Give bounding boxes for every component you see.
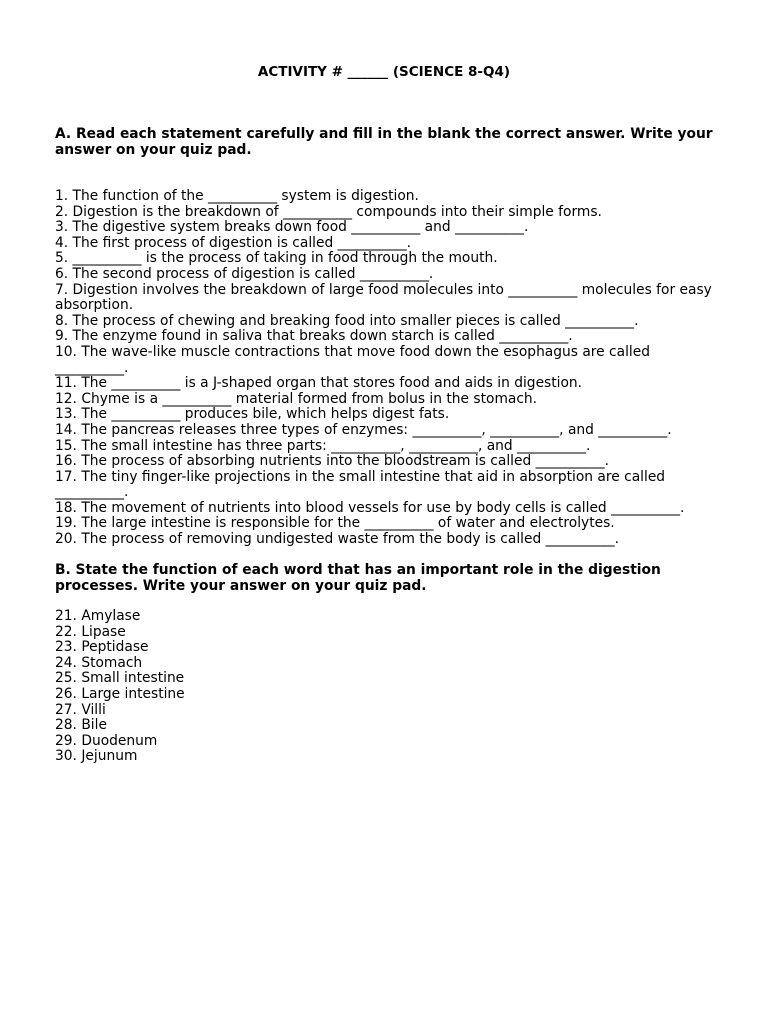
list-item: 20. The process of removing undigested waste from the body is called __________.	[55, 531, 619, 548]
list-item: 4. The first process of digestion is called __________.	[55, 234, 411, 251]
part-b-list	[55, 609, 720, 765]
list-item: 28. Bile	[55, 717, 107, 734]
list-item: 5. __________ is the process of taking in food through the mouth.	[55, 250, 498, 267]
list-item: 6. The second process of digestion is called __________.	[55, 265, 434, 282]
list-item: 19. The large intestine is responsible for the __________ of water and electrolytes.	[55, 515, 615, 532]
list-item: 17. The tiny finger-like projections in the small intestine that aid in absorption are called __________.	[55, 468, 666, 501]
list-item: 23. Peptidase	[55, 639, 149, 656]
list-item: 10. The wave-like muscle contractions that move food down the esophagus are called __________.	[55, 343, 650, 376]
list-item: 29. Duodenum	[55, 732, 158, 749]
list-item: 7. Digestion involves the breakdown of large food molecules into __________ molecules for easy absorption.	[55, 281, 712, 314]
list-item: 14. The pancreas releases three types of enzymes: __________, __________, and __________.	[55, 421, 672, 438]
list-item: 2. Digestion is the breakdown of __________ compounds into their simple forms.	[55, 203, 602, 220]
list-item: 26. Large intestine	[55, 685, 185, 702]
part-a-list	[55, 189, 720, 548]
list-item: 18. The movement of nutrients into blood vessels for use by body cells is called __________.	[55, 499, 685, 516]
list-item: 8. The process of chewing and breaking food into smaller pieces is called __________.	[55, 312, 639, 329]
list-item: 27. Villi	[55, 701, 106, 718]
part-b-instruction: B. State the function of each word that has an important role in the digestion processes. Write your answer on your quiz pad.	[55, 562, 661, 594]
list-item: 22. Lipase	[55, 623, 126, 640]
part-a-instruction: A. Read each statement carefully and fill in the blank the correct answer. Write your answer on your quiz pad.	[55, 126, 713, 158]
list-item: 1. The function of the __________ system is digestion.	[55, 188, 419, 204]
list-item: 24. Stomach	[55, 654, 143, 671]
list-item: 11. The __________ is a J-shaped organ that stores food and aids in digestion.	[55, 375, 583, 392]
list-item: 9. The enzyme found in saliva that breaks down starch is called __________.	[55, 328, 573, 345]
list-item: 21. Amylase	[55, 608, 141, 624]
list-item: 15. The small intestine has three parts: __________, __________, and __________.	[55, 437, 591, 454]
list-item: 3. The digestive system breaks down food __________ and __________.	[55, 219, 529, 236]
list-item: 12. Chyme is a __________ material formed from bolus in the stomach.	[55, 390, 538, 407]
list-item: 13. The __________ produces bile, which helps digest fats.	[55, 406, 450, 423]
activity-title: ACTIVITY # ______ (SCIENCE 8-Q4)	[257, 64, 511, 80]
list-item: 25. Small intestine	[55, 670, 185, 687]
list-item: 16. The process of absorbing nutrients into the bloodstream is called __________.	[55, 453, 609, 470]
list-item: 30. Jejunum	[55, 748, 138, 765]
